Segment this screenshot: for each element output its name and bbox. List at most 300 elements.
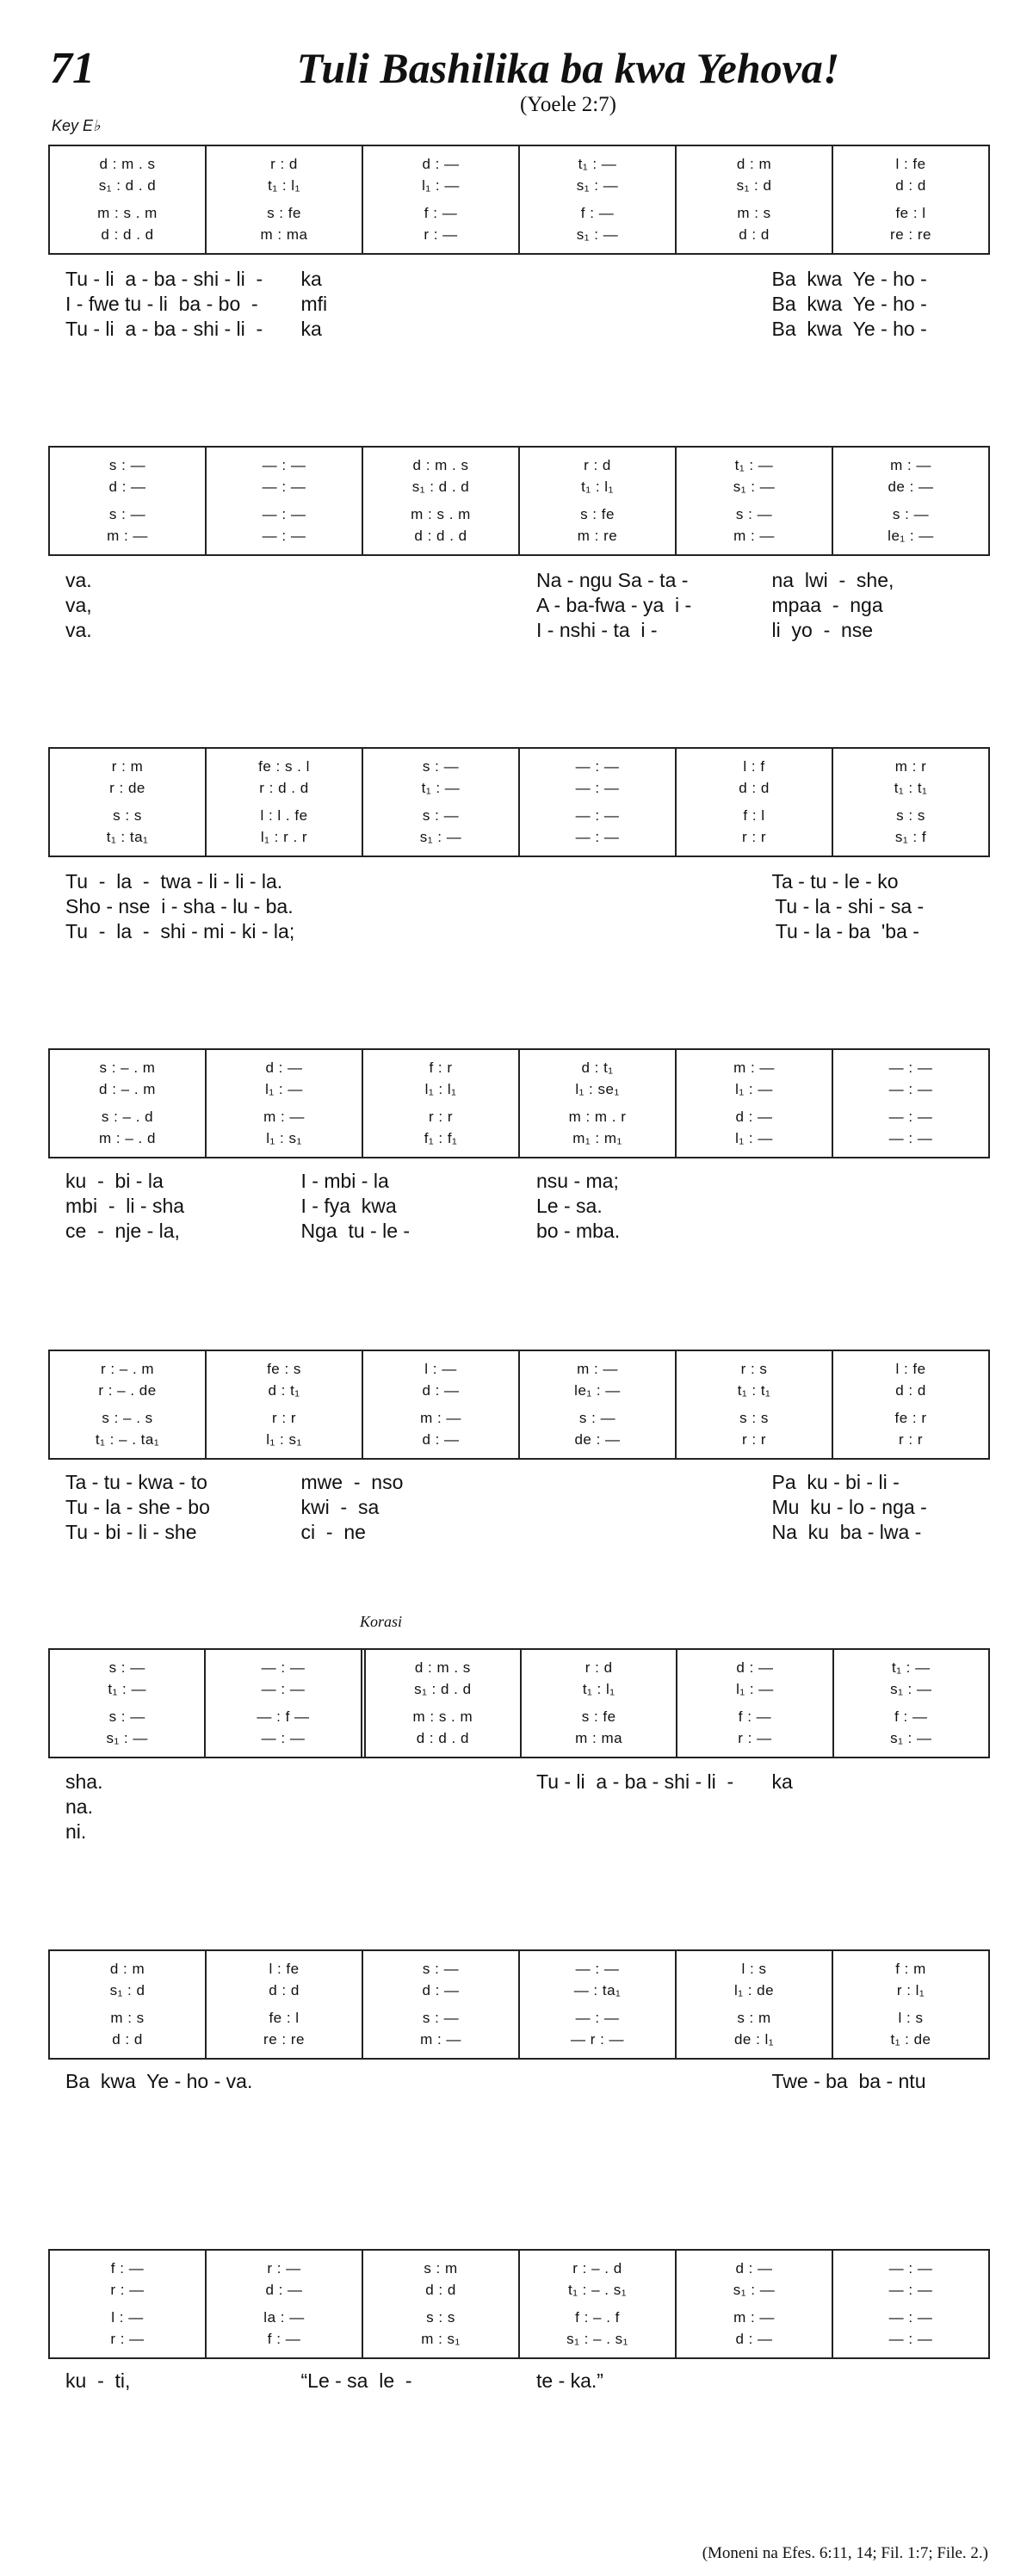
solfa-part: t₁ : — (578, 155, 617, 172)
solfa-part: l : — (424, 1360, 457, 1377)
lyric-segment (284, 568, 520, 593)
solfa-part: s : — (422, 1960, 460, 1977)
solfa-part: s₁ : — (419, 829, 462, 846)
lyric-segment: Mu ku - lo - nga - (771, 1496, 927, 1518)
measure (205, 448, 362, 554)
solfa-part: d : — (735, 2259, 773, 2276)
lyric-segment: Pa ku - bi - li - (771, 1471, 900, 1493)
solfa-part: m : re (577, 528, 618, 545)
lyric-segment: Na - ngu Sa - ta - (536, 569, 689, 591)
lyric-segment: va. (65, 569, 92, 591)
lyric-segment (519, 1520, 755, 1545)
lyric-segment (526, 919, 758, 944)
solfa-part: s₁ : — (733, 478, 776, 495)
cross-references: (Moneni na Efes. 6:11, 14; Fil. 1:7; File. 2.) (702, 2544, 988, 2562)
key-signature: Key E♭ (52, 117, 101, 134)
solfa-part: d : t₁ (581, 1059, 614, 1076)
music-staff (48, 446, 990, 556)
measure (205, 749, 362, 856)
song-title: Tuli Bashilika ba kwa Yehova! (296, 44, 840, 92)
solfa-part: r : m (111, 757, 144, 775)
solfa-part: m : r (894, 757, 927, 775)
solfa-part: t₁ : t₁ (894, 779, 928, 796)
solfa-part: s₁ : d . d (411, 478, 470, 495)
solfa-part: — : — (261, 1680, 306, 1697)
lyric-segment: mbi - li - sha (65, 1195, 185, 1217)
music-staff (48, 2249, 990, 2359)
lyric-segment: sha. (65, 1770, 103, 1793)
solfa-part: d : d . d (101, 226, 154, 244)
solfa-part: r : — (110, 2331, 145, 2348)
solfa-part: m : s (737, 205, 771, 222)
solfa-part: t₁ : — (421, 779, 461, 796)
solfa-part: d : — (422, 1981, 460, 1998)
scripture-reference: (Yoele 2:7) (519, 93, 617, 116)
solfa-part: l : — (111, 2309, 144, 2326)
lyric-segment: Ta - tu - kwa - to (65, 1471, 207, 1493)
solfa-part: d : d (425, 2281, 456, 2298)
lyric-line (48, 618, 990, 643)
lyric-segment (519, 1819, 755, 1844)
solfa-part: d : — (422, 1431, 460, 1449)
solfa-part: s : — (578, 1410, 616, 1427)
solfa-part: m : — (420, 1410, 461, 1427)
lyric-segment: I - mbi - la (300, 1170, 389, 1192)
solfa-part: la : — (263, 2309, 305, 2326)
solfa-part: d : d (895, 1381, 926, 1399)
lyric-segment: Tu - la - ba 'ba - (775, 920, 919, 942)
lyric-segment: mwe - nso (300, 1471, 404, 1493)
solfa-part: s₁ : f (894, 829, 927, 846)
measure (832, 1050, 988, 1157)
solfa-part: s₁ : — (576, 176, 619, 194)
solfa-part: f : — (580, 205, 615, 222)
lyric-line (48, 894, 990, 919)
solfa-part: s₁ : d . d (414, 1680, 472, 1697)
solfa-part: — : — (575, 757, 620, 775)
solfa-part: r : d (585, 1659, 613, 1676)
solfa-part: l₁ : s₁ (266, 1130, 302, 1147)
lyric-segment: ku - bi - la (65, 1170, 164, 1192)
solfa-part: d : — (422, 1381, 460, 1399)
lyric-segment (755, 2394, 991, 2418)
lyric-segment: ku - ti, (65, 2369, 131, 2392)
lyrics-block (48, 2069, 990, 2144)
solfa-part: r : — (424, 226, 458, 244)
solfa-part: r : r (742, 1431, 766, 1449)
solfa-part: s : m (737, 2010, 771, 2027)
lyric-segment: Twe - ba ba - ntu (771, 2070, 926, 2092)
lyric-segment: Sho - nse i - sha - lu - ba. (65, 895, 294, 917)
solfa-part: — : — (888, 1080, 933, 1097)
solfa-part: d : d (269, 1981, 300, 1998)
solfa-part: t₁ : — (891, 1659, 931, 1676)
solfa-part: t₁ : l₁ (581, 478, 614, 495)
solfa-part: l : s (741, 1960, 767, 1977)
chorus-label: Korasi (360, 1613, 403, 1630)
solfa-part: f : l (743, 807, 765, 825)
lyric-line (48, 1194, 990, 1219)
music-staff (48, 145, 990, 255)
lyric-segment (519, 1495, 755, 1520)
solfa-part: de : l₁ (733, 2031, 775, 2048)
lyric-segment: Ta - tu - le - ko (771, 870, 899, 893)
lyric-line (48, 568, 990, 593)
lyric-line (48, 317, 990, 342)
solfa-part: s : – . d (101, 1109, 154, 1126)
lyric-segment (519, 1470, 755, 1495)
lyric-segment (755, 2119, 991, 2144)
solfa-part: s : — (422, 757, 460, 775)
solfa-part: r : l₁ (896, 1981, 925, 1998)
solfa-part: r : — (738, 1730, 772, 1747)
lyrics-block (48, 267, 990, 342)
lyric-line (48, 2369, 990, 2394)
measure (832, 448, 988, 554)
solfa-part: f : — (738, 1708, 772, 1726)
solfa-part: s₁ : — (733, 2281, 776, 2298)
solfa-part: d : d . d (416, 1730, 469, 1747)
solfa-part: s : s (426, 2309, 455, 2326)
solfa-part: s : fe (580, 506, 615, 523)
solfa-part: r : de (109, 779, 145, 796)
solfa-part: — : — (575, 807, 620, 825)
solfa-part: m : ma (575, 1730, 623, 1747)
solfa-part: f : – . f (575, 2309, 620, 2326)
solfa-part: — : — (888, 2309, 933, 2326)
lyric-segment (284, 869, 520, 894)
solfa-part: fe : l (895, 205, 926, 222)
solfa-part: s : — (422, 2010, 460, 2027)
measure (205, 1050, 362, 1157)
solfa-part: d : m . s (412, 456, 469, 473)
measure (362, 2251, 518, 2357)
lyrics-block (48, 1169, 990, 1244)
lyric-line (48, 267, 990, 292)
lyric-segment (284, 618, 520, 643)
solfa-part: — : — (575, 779, 620, 796)
solfa-part: r : – . de (98, 1381, 157, 1399)
solfa-part: s₁ : — (890, 1680, 932, 1697)
measure (676, 1650, 832, 1757)
lyric-segment (755, 1219, 991, 1244)
lyric-segment (294, 919, 526, 944)
measure (50, 448, 205, 554)
lyric-segment (284, 2119, 520, 2144)
lyric-segment: ka (771, 1770, 793, 1793)
measure (675, 1951, 832, 2058)
solfa-part: — : — (888, 1059, 933, 1076)
lyric-segment: Tu - la - she - bo (65, 1496, 210, 1518)
solfa-part: s₁ : — (106, 1730, 148, 1747)
solfa-part: f : — (267, 2331, 301, 2348)
measure (205, 146, 362, 253)
solfa-part: l₁ : — (422, 176, 460, 194)
measure (362, 146, 518, 253)
solfa-part: s : – . s (102, 1410, 153, 1427)
solfa-part: d : — (422, 155, 460, 172)
lyric-line (48, 2418, 990, 2443)
lyric-segment: ni. (65, 1820, 87, 1843)
solfa-part: fe : l (269, 2010, 300, 2027)
solfa-part: l₁ : — (735, 1130, 773, 1147)
solfa-part: s : — (108, 456, 146, 473)
solfa-part: m₁ : m₁ (572, 1130, 622, 1147)
solfa-part: s : — (108, 1708, 145, 1726)
lyric-segment: mpaa - nga (771, 594, 883, 616)
solfa-part: l : s (898, 2010, 924, 2027)
solfa-part: s : fe (267, 205, 301, 222)
solfa-part: d : — (735, 2331, 773, 2348)
solfa-part: t₁ : ta₁ (106, 829, 149, 846)
solfa-part: t₁ : de (890, 2031, 931, 2048)
solfa-part: s : — (108, 1659, 145, 1676)
solfa-part: t₁ : l₁ (582, 1680, 615, 1697)
measure (675, 749, 832, 856)
lyric-segment (519, 267, 755, 292)
solfa-part: — : — (261, 1659, 306, 1676)
solfa-part: m : — (733, 1059, 775, 1076)
lyric-line (48, 1169, 990, 1194)
solfa-part: — : — (262, 456, 306, 473)
solfa-part: t₁ : l₁ (268, 176, 300, 194)
solfa-part: s₁ : d . d (98, 176, 157, 194)
measure (832, 1951, 988, 2058)
solfa-part: m : s . m (97, 205, 158, 222)
measure (50, 1351, 205, 1458)
solfa-part: m : — (420, 2031, 461, 2048)
music-staff (48, 1648, 990, 1758)
lyric-segment (755, 2418, 991, 2443)
lyric-segment: Ba kwa Ye - ho - (771, 293, 927, 315)
lyric-segment: bo - mba. (536, 1220, 621, 1242)
measure (675, 1351, 832, 1458)
lyric-segment (519, 2394, 755, 2418)
solfa-part: m : — (733, 2309, 775, 2326)
lyric-line (48, 2069, 990, 2094)
lyrics-block (48, 1470, 990, 1545)
lyric-segment: Tu - li a - ba - shi - li - (65, 318, 263, 340)
solfa-part: f₁ : f₁ (424, 1130, 458, 1147)
measure (832, 2251, 988, 2357)
solfa-part: fe : s . l (258, 757, 310, 775)
solfa-part: fe : r (894, 1410, 927, 1427)
measure (205, 1351, 362, 1458)
solfa-part: d : d (739, 779, 770, 796)
solfa-part: m : — (577, 1360, 618, 1377)
solfa-part: r : – . m (100, 1360, 155, 1377)
lyric-segment (519, 317, 755, 342)
lyric-segment (525, 894, 758, 919)
measure (518, 1050, 675, 1157)
measure (362, 1951, 518, 2058)
solfa-part: d : d (739, 226, 770, 244)
lyric-segment (755, 2369, 991, 2394)
solfa-part: m : s . m (412, 1708, 473, 1726)
lyric-segment: Ba kwa Ye - ho - va. (65, 2070, 253, 2092)
solfa-part: s₁ : d (109, 1981, 145, 1998)
lyric-segment (48, 2119, 284, 2144)
lyric-segment: I - fya kwa (300, 1195, 397, 1217)
solfa-part: — : — (261, 1730, 306, 1747)
solfa-part: l : l . fe (260, 807, 308, 825)
music-staff (48, 1949, 990, 2060)
lyric-line (48, 292, 990, 317)
lyric-segment (284, 2418, 520, 2443)
lyric-segment: ce - nje - la, (65, 1220, 180, 1242)
solfa-part: d : — (736, 1659, 774, 1676)
solfa-part: l₁ : se₁ (575, 1080, 620, 1097)
lyric-segment (284, 1770, 520, 1795)
measure (362, 1050, 518, 1157)
lyric-segment: Ba kwa Ye - ho - (771, 318, 927, 340)
lyric-segment: va. (65, 619, 92, 641)
solfa-part: — : — (262, 506, 306, 523)
lyric-line (48, 1495, 990, 1520)
solfa-part: r : d (270, 155, 298, 172)
measure (832, 1351, 988, 1458)
measure (832, 146, 988, 253)
solfa-part: le₁ : — (574, 1381, 621, 1399)
solfa-part: d : m (109, 1960, 145, 1977)
measure (520, 1650, 676, 1757)
solfa-part: — : — (888, 2331, 933, 2348)
solfa-part: m : ma (260, 226, 308, 244)
solfa-part: d : t₁ (268, 1381, 300, 1399)
solfa-part: l : fe (895, 155, 926, 172)
solfa-part: — : — (888, 1109, 933, 1126)
measure (832, 1650, 988, 1757)
lyric-line (48, 593, 990, 618)
solfa-part: d : — (265, 2281, 303, 2298)
solfa-part: s₁ : – . s₁ (566, 2331, 628, 2348)
solfa-part: — : — (888, 1130, 933, 1147)
solfa-part: l₁ : de (733, 1981, 775, 1998)
solfa-part: de : — (574, 1431, 621, 1449)
lyric-segment (519, 2119, 755, 2144)
solfa-part: s : s (113, 807, 142, 825)
lyric-line (48, 919, 990, 944)
measure (204, 1650, 360, 1757)
lyric-segment (48, 2094, 284, 2119)
solfa-part: — : — (888, 2281, 933, 2298)
solfa-part: s : m (424, 2259, 458, 2276)
measure (50, 1050, 205, 1157)
solfa-part: le₁ : — (888, 528, 934, 545)
solfa-part: — : — (575, 1960, 620, 1977)
solfa-part: r : s (740, 1360, 768, 1377)
lyric-segment: na. (65, 1795, 93, 1818)
solfa-part: f : r (429, 1059, 453, 1076)
lyric-segment (284, 2069, 520, 2094)
music-staff (48, 1350, 990, 1460)
lyric-segment (519, 869, 755, 894)
solfa-part: s : – . m (99, 1059, 156, 1076)
solfa-part: m : s . m (411, 506, 471, 523)
lyric-segment (294, 894, 526, 919)
solfa-part: r : r (899, 1431, 923, 1449)
solfa-part: t₁ : – . s₁ (568, 2281, 627, 2298)
solfa-part: re : re (890, 226, 931, 244)
lyric-segment: kwi - sa (300, 1496, 380, 1518)
measure (675, 448, 832, 554)
solfa-part: l₁ : — (265, 1080, 303, 1097)
measure (518, 1951, 675, 2058)
solfa-part: — : f — (257, 1708, 310, 1726)
measure (675, 146, 832, 253)
measure (205, 1951, 362, 2058)
lyric-segment (284, 2394, 520, 2418)
lyric-segment: Ba kwa Ye - ho - (771, 268, 927, 290)
solfa-part: r : d (584, 456, 611, 473)
solfa-part: d : m . s (99, 155, 156, 172)
solfa-part: s : — (108, 506, 146, 523)
lyric-segment (755, 1194, 991, 1219)
solfa-part: — : — (262, 478, 306, 495)
solfa-part: s : fe (581, 1708, 616, 1726)
music-staff (48, 1048, 990, 1158)
lyric-segment (755, 1169, 991, 1194)
solfa-part: d : m (736, 155, 772, 172)
lyric-segment: Tu - la - twa - li - li - la. (65, 870, 283, 893)
solfa-part: — : ta₁ (573, 1981, 622, 1998)
lyric-segment (284, 593, 520, 618)
solfa-part: r : — (110, 2281, 145, 2298)
lyric-segment: mfi (300, 293, 328, 315)
solfa-part: r : r (429, 1109, 453, 1126)
solfa-part: d : d (112, 2031, 143, 2048)
lyric-segment: Na ku ba - lwa - (771, 1521, 922, 1543)
lyric-segment (755, 2094, 991, 2119)
solfa-part: — : — (888, 2259, 933, 2276)
solfa-part: d : d . d (414, 528, 467, 545)
lyric-line (48, 2094, 990, 2119)
measure (50, 1951, 205, 2058)
solfa-part: s₁ : — (576, 226, 619, 244)
solfa-part: — : — (575, 2010, 620, 2027)
solfa-part: f : — (424, 205, 458, 222)
lyric-segment (755, 1795, 991, 1819)
solfa-part: m : — (263, 1109, 305, 1126)
solfa-part: m : — (107, 528, 148, 545)
lyric-segment: Tu - la - shi - mi - ki - la; (65, 920, 295, 942)
measure (518, 2251, 675, 2357)
lyric-segment (519, 2069, 755, 2094)
lyric-segment: ka (300, 268, 322, 290)
solfa-part: m : — (733, 528, 775, 545)
solfa-part: m : – . d (99, 1130, 156, 1147)
measure (675, 1050, 832, 1157)
solfa-part: l₁ : r . r (260, 829, 308, 846)
solfa-part: t₁ : – . ta₁ (95, 1431, 160, 1449)
solfa-part: l : f (743, 757, 765, 775)
solfa-part: f : — (110, 2259, 145, 2276)
measure (518, 448, 675, 554)
solfa-part: l₁ : — (736, 1680, 774, 1697)
music-staff (48, 747, 990, 857)
solfa-part: l₁ : l₁ (424, 1080, 457, 1097)
lyric-segment: Tu - li a - ba - shi - li - (536, 1770, 734, 1793)
solfa-part: m : s (110, 2010, 145, 2027)
lyric-segment: va, (65, 594, 92, 616)
lyric-line (48, 2119, 990, 2144)
solfa-part: d : d (895, 176, 926, 194)
lyric-segment (284, 1819, 520, 1844)
lyric-segment: ci - ne (300, 1521, 366, 1543)
lyric-segment: nsu - ma; (536, 1170, 619, 1192)
solfa-part: m : s₁ (421, 2331, 461, 2348)
solfa-part: s₁ : d (736, 176, 772, 194)
